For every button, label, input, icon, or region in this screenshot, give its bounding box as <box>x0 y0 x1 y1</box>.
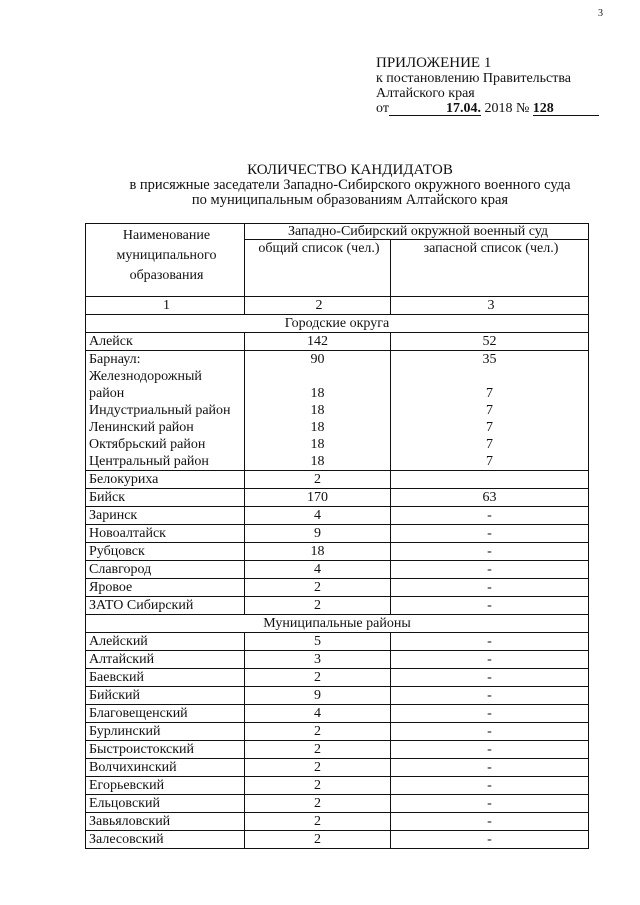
row-name: Алейск <box>86 333 245 351</box>
row-reserve: - <box>391 561 589 579</box>
row-name: Бийск <box>86 489 245 507</box>
header-row <box>86 224 589 240</box>
table-row <box>86 831 589 849</box>
row-reserve <box>391 471 589 489</box>
table-row <box>86 561 589 579</box>
table-row <box>86 453 589 471</box>
row-name: Заринск <box>86 507 245 525</box>
court-header: Западно-Сибирский окружной военный суд <box>245 224 589 240</box>
row-name: Залесовский <box>86 831 245 849</box>
row-name: Благовещенский <box>86 705 245 723</box>
section-urban: Городские округа <box>86 315 589 333</box>
row-reserve: - <box>391 579 589 597</box>
table-row <box>86 471 589 489</box>
row-total: 2 <box>245 723 391 741</box>
document-heading <box>60 163 640 208</box>
row-total: 2 <box>245 795 391 813</box>
row-name: Быстроистокский <box>86 741 245 759</box>
table-row <box>86 651 589 669</box>
row-total: 9 <box>245 525 391 543</box>
table-row <box>86 436 589 453</box>
row-reserve: - <box>391 795 589 813</box>
section-municipal: Муниципальные районы <box>86 615 589 633</box>
table-row <box>86 705 589 723</box>
row-reserve: - <box>391 759 589 777</box>
row-total: 18 <box>245 453 391 471</box>
row-reserve: - <box>391 651 589 669</box>
date-prefix: от <box>376 101 389 116</box>
appendix-block <box>376 56 599 116</box>
table-row <box>86 402 589 419</box>
row-reserve: - <box>391 741 589 759</box>
table-row <box>86 723 589 741</box>
table-row <box>86 741 589 759</box>
row-reserve: 7 <box>391 402 589 419</box>
heading-line2: в присяжные заседатели Западно-Сибирского окружного военного суда <box>129 177 571 193</box>
row-name: Егорьевский <box>86 777 245 795</box>
table-row <box>86 597 589 615</box>
row-total: 2 <box>245 831 391 849</box>
row-name: Барнаул: <box>86 351 245 369</box>
section-row <box>86 615 589 633</box>
heading-line3: по муниципальным образованиям Алтайского края <box>191 192 509 208</box>
row-reserve: 7 <box>391 436 589 453</box>
row-total: 170 <box>245 489 391 507</box>
row-total: 4 <box>245 561 391 579</box>
row-total: 18 <box>245 436 391 453</box>
row-reserve: - <box>391 507 589 525</box>
row-name: Ленинский район <box>86 419 245 436</box>
column-number-row <box>86 297 589 315</box>
col-number-2: 2 <box>245 297 391 315</box>
col-number-3: 3 <box>391 297 589 315</box>
table-row <box>86 759 589 777</box>
col1-header: Наименование муниципального образования <box>86 224 245 297</box>
row-total: 2 <box>245 471 391 489</box>
decree-date: 17.04. <box>389 102 481 116</box>
table-row <box>86 687 589 705</box>
row-total: 18 <box>245 543 391 561</box>
row-reserve: - <box>391 633 589 651</box>
decree-number: 128 <box>533 102 599 116</box>
row-total <box>245 368 391 385</box>
row-reserve: - <box>391 723 589 741</box>
row-name: Бийский <box>86 687 245 705</box>
row-reserve <box>391 368 589 385</box>
row-reserve: - <box>391 669 589 687</box>
row-reserve: 7 <box>391 453 589 471</box>
row-reserve: 7 <box>391 385 589 402</box>
row-total: 2 <box>245 777 391 795</box>
row-total: 2 <box>245 579 391 597</box>
row-name: Яровое <box>86 579 245 597</box>
row-reserve: - <box>391 831 589 849</box>
table-row <box>86 419 589 436</box>
row-reserve: - <box>391 777 589 795</box>
decree-year: 2018 <box>484 101 513 116</box>
table-row <box>86 385 589 402</box>
row-total: 142 <box>245 333 391 351</box>
row-reserve: - <box>391 813 589 831</box>
row-reserve: 52 <box>391 333 589 351</box>
row-name: ЗАТО Сибирский <box>86 597 245 615</box>
col-number-1: 1 <box>86 297 245 315</box>
row-name: Новоалтайск <box>86 525 245 543</box>
table-row <box>86 351 589 369</box>
candidates-table <box>85 223 589 849</box>
table-row <box>86 333 589 351</box>
appendix-date-line <box>376 101 599 116</box>
table-row <box>86 633 589 651</box>
table-row <box>86 543 589 561</box>
table-row <box>86 813 589 831</box>
row-name: Индустриальный район <box>86 402 245 419</box>
row-total: 2 <box>245 597 391 615</box>
appendix-title: ПРИЛОЖЕНИЕ 1 <box>376 55 492 71</box>
row-name: Завьяловский <box>86 813 245 831</box>
row-total: 2 <box>245 669 391 687</box>
row-name: Алейский <box>86 633 245 651</box>
table-row <box>86 795 589 813</box>
row-total: 3 <box>245 651 391 669</box>
row-name: Баевский <box>86 669 245 687</box>
row-total: 18 <box>245 402 391 419</box>
row-name: Железнодорожный <box>86 368 245 385</box>
row-name: Бурлинский <box>86 723 245 741</box>
col2-header: общий список (чел.) <box>245 240 391 297</box>
row-reserve: 7 <box>391 419 589 436</box>
row-reserve: 63 <box>391 489 589 507</box>
table-row <box>86 489 589 507</box>
row-name: Волчихинский <box>86 759 245 777</box>
section-row <box>86 315 589 333</box>
number-label: № <box>515 101 530 116</box>
row-reserve: - <box>391 705 589 723</box>
appendix-line2: Алтайского края <box>376 86 475 101</box>
appendix-line1: к постановлению Правительства <box>376 71 572 86</box>
row-name: Алтайский <box>86 651 245 669</box>
row-total: 18 <box>245 419 391 436</box>
row-total: 4 <box>245 705 391 723</box>
row-name: Центральный район <box>86 453 245 471</box>
row-reserve: - <box>391 525 589 543</box>
heading-main: КОЛИЧЕСТВО КАНДИДАТОВ <box>247 162 453 178</box>
row-reserve: - <box>391 543 589 561</box>
row-total: 9 <box>245 687 391 705</box>
row-total: 90 <box>245 351 391 369</box>
row-total: 18 <box>245 385 391 402</box>
row-name: район <box>86 385 245 402</box>
row-name: Октябрьский район <box>86 436 245 453</box>
col3-header: запасной список (чел.) <box>391 240 589 297</box>
row-name: Ельцовский <box>86 795 245 813</box>
table-row <box>86 368 589 385</box>
table-row <box>86 777 589 795</box>
row-reserve: - <box>391 597 589 615</box>
row-total: 2 <box>245 813 391 831</box>
row-total: 2 <box>245 759 391 777</box>
row-name: Рубцовск <box>86 543 245 561</box>
row-name: Белокуриха <box>86 471 245 489</box>
page-number: 3 <box>598 8 603 19</box>
row-reserve: - <box>391 687 589 705</box>
row-reserve: 35 <box>391 351 589 369</box>
row-total: 5 <box>245 633 391 651</box>
table-row <box>86 669 589 687</box>
table-row <box>86 579 589 597</box>
table-row <box>86 507 589 525</box>
table-row <box>86 525 589 543</box>
row-total: 4 <box>245 507 391 525</box>
row-name: Славгород <box>86 561 245 579</box>
row-total: 2 <box>245 741 391 759</box>
